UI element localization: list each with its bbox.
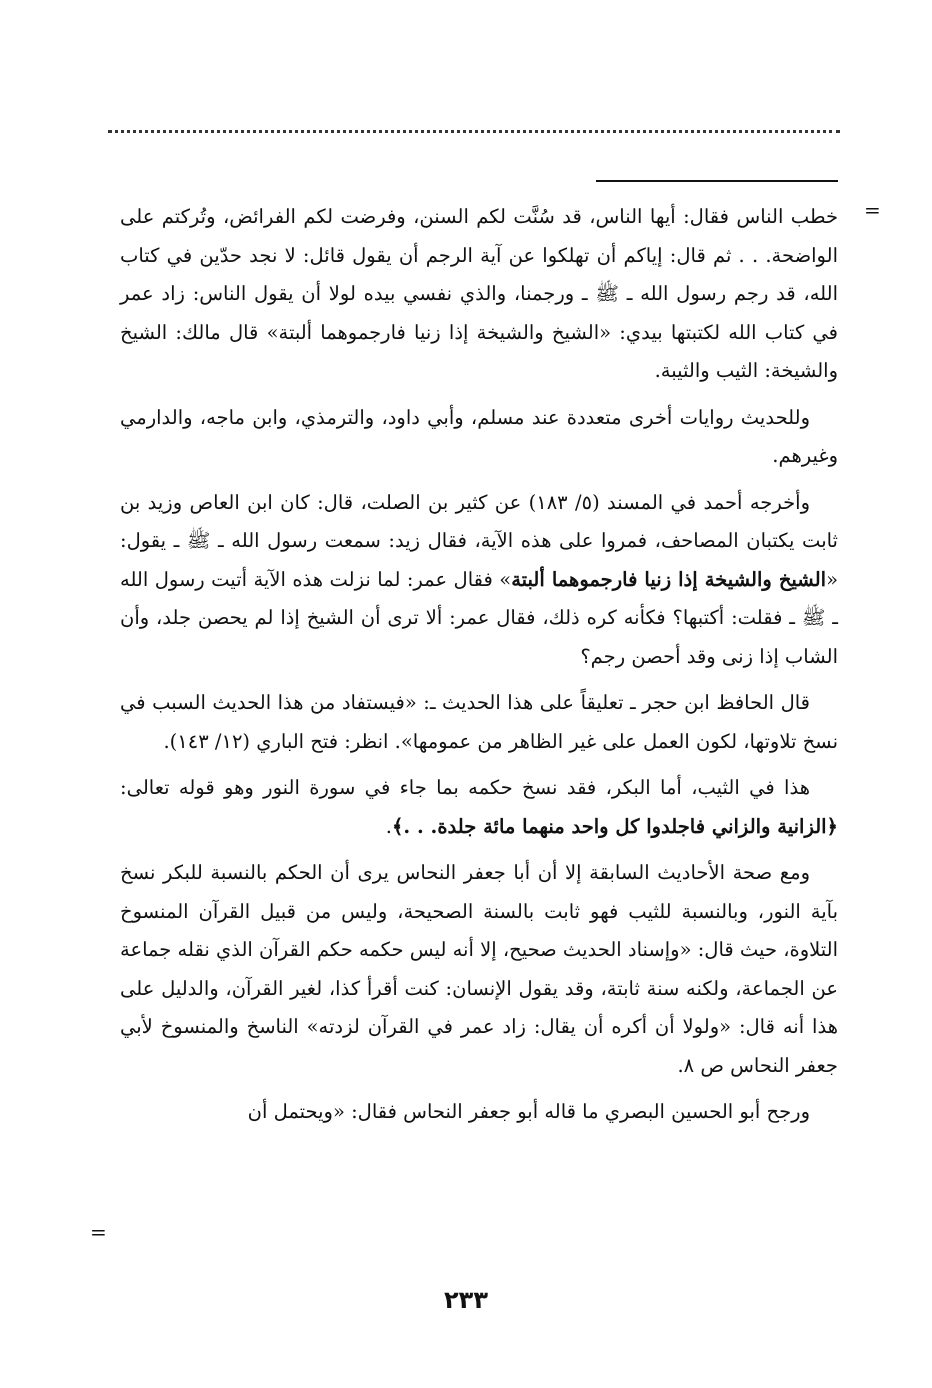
paragraph <box>120 854 838 1085</box>
paragraph <box>120 769 838 846</box>
footnote-separator <box>596 180 838 182</box>
text-segment: خطب الناس فقال: أيها الناس، قد سُنَّت لكم السنن، وفرضت لكم الفرائض، وتُركتم على الواضحة. . . ثم قال: إياكم أن تهلكوا عن آية الرجم أن يقول قائل: لا نجد حدّين في كتاب الله، قد رجم رسول الله ـ ﷺ ـ ورجمنا، والذي نفسي بيده لولا أن يقول الناس: زاد عمر في كتاب الله لكتبتها بيدي: «الشيخ والشيخة إذا زنيا فارجموهما ألبتة» قال مالك: الشيخ والشيخة: الثيب والثيبة. <box>120 205 838 382</box>
paragraph <box>120 484 838 677</box>
text-segment: هذا في الثيب، أما البكر، فقد نسخ حكمه بما جاء في سورة النور وهو قوله تعالى: <box>120 776 810 799</box>
text-segment: وأخرجه أحمد في المسند (٥/ ١٨٣) عن كثير بن الصلت، قال: كان ابن العاص وزيد بن ثابت يكتبان المصاحف، فمروا على هذه الآية، فقال زيد: سمعت رسول الله ـ ﷺ ـ يقول: « <box>120 490 838 591</box>
paragraph <box>120 399 838 476</box>
text-segment: وللحديث روايات أخرى متعددة عند مسلم، وأبي داود، والترمذي، وابن ماجه، والدارمي وغيرهم. <box>120 405 838 467</box>
bold-text-segment: ﴿الزانية والزاني فاجلدوا كل واحد منهما مائة جلدة. . .﴾ <box>391 814 838 838</box>
paragraph <box>120 1093 838 1132</box>
text-segment: ورجح أبو الحسين البصري ما قاله أبو جعفر النحاس فقال: «ويحتمل أن <box>247 1100 810 1123</box>
paragraph <box>120 198 838 391</box>
continuation-mark-bottom: = <box>90 1220 107 1244</box>
footnote-text-block <box>120 198 838 1140</box>
text-segment: قال الحافظ ابن حجر ـ تعليقاً على هذا الحديث ـ: «فيستفاد من هذا الحديث السبب في نسخ تلاوتها، لكون العمل على غير الظاهر من عمومها». انظر: فتح الباري (١٢/ ١٤٣). <box>120 691 838 753</box>
paragraph <box>120 684 838 761</box>
text-segment: » فقال عمر: لما نزلت هذه الآية أتيت رسول الله ـ ﷺ ـ فقلت: أكتبها؟ فكأنه كره ذلك، فقال عمر: ألا ترى أن الشيخ إذا لم يحصن جلد، وأن الشاب إذا زنى وقد أحصن رجم؟ <box>120 567 838 668</box>
text-segment: ومع صحة الأحاديث السابقة إلا أن أبا جعفر النحاس يرى أن الحكم بالنسبة للبكر نسخ بآية النور، وبالنسبة للثيب فهو ثابت بالسنة الصحيحة، وليس من قبيل القرآن المنسوخ التلاوة، حيث قال: «وإسناد الحديث صحيح، إلا أنه ليس حكمه حكم القرآن الذي نقله جماعة عن الجماعة، ولكنه سنة ثابتة، وقد يقول الإنسان: كنت أقرأ كذا، لغير القرآن، والدليل على هذا أنه قال: «ولولا أن أكره أن يقال: زاد عمر في القرآن لزدته» الناسخ والمنسوخ لأبي جعفر النحاس ص ٨. <box>120 861 838 1077</box>
bold-text-segment: الشيخ والشيخة إذا زنيا فارجموهما ألبتة <box>511 567 827 591</box>
continuation-mark-top: = <box>864 198 881 222</box>
text-segment: . <box>385 814 392 838</box>
page-number: ٢٣٣ <box>444 1286 488 1314</box>
header-dotted-rule <box>108 130 840 133</box>
